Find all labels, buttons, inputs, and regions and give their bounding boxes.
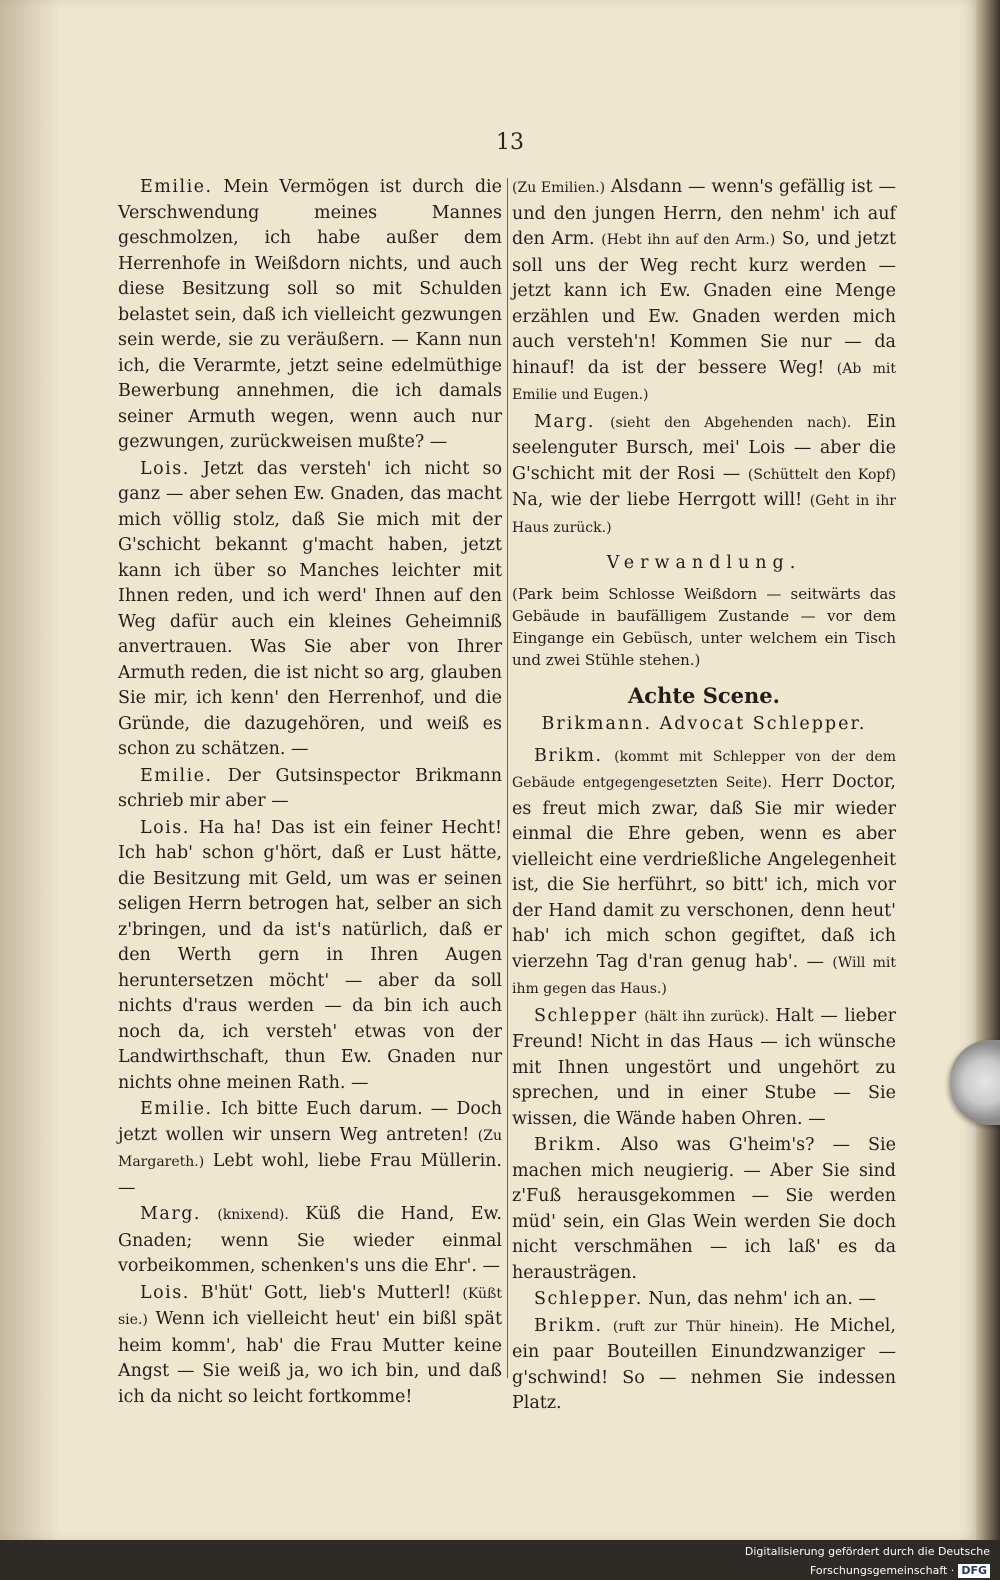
dialogue-line: [118, 1097, 502, 1201]
page-number: 13: [496, 130, 524, 155]
speaker-name: Emilie.: [140, 177, 213, 197]
right-column: [512, 175, 896, 1418]
scene-title: Achte Scene.: [628, 682, 780, 708]
left-column: [118, 175, 502, 1411]
dialogue-line: [118, 1202, 502, 1280]
dialogue-line: [512, 1314, 896, 1417]
speaker-name: Lois.: [140, 817, 190, 838]
dialogue-text: Na, wie der liebe Herrgott will!: [512, 490, 803, 510]
dialogue-line: [118, 175, 502, 456]
stage-direction: (Küßt sie.): [118, 1285, 502, 1328]
dialogue-continuation: [512, 175, 896, 409]
dialogue-text: Ha ha! Das ist ein feiner Hecht! Ich hab' schon g'hört, daß er Lust hätte, die Besitzung mit Geld, um was er seinen seligen Herrn betrogen hat, selber an sich z'bringen, und da ist's natürlich, daß er den Werth gern in Ihren Augen heruntersetzen möcht' — aber da soll nichts d'raus werden — da bin ich auch noch da, ich versteh' etwas von der Landwirthschaft, thun Ew. Gnaden nur nichts ohne meinen Rath. —: [118, 817, 502, 1093]
dialogue-text: Küß die Hand, Ew. Gnaden; wenn Sie wieder einmal vorbeikommen, schenken's uns die Ehr'. —: [118, 1204, 502, 1276]
dialogue-line: [512, 1287, 896, 1313]
stage-direction: (Will mit ihm gegen das Haus.): [512, 954, 896, 997]
funding-footer: [610, 1542, 990, 1577]
stage-direction: (Zu Emilien.): [512, 180, 606, 196]
stage-direction: (Zu Margareth.): [118, 1127, 502, 1170]
dialogue-line: [512, 744, 896, 1003]
dialogue-text: Halt — lieber Freund! Nicht in das Haus — ich wünsche mit Ihnen ungestört und ungehört zu sprechen, und in einer Stube — Sie wissen, die Wände haben Ohren. —: [512, 1005, 896, 1129]
dialogue-text: Nun, das nehm' ich an. —: [648, 1289, 876, 1309]
stage-direction: (hält ihn zurück).: [644, 1008, 769, 1025]
dialogue-line: [512, 1004, 896, 1133]
stage-direction: (Geht in ihr Haus zurück.): [512, 493, 896, 536]
scene-characters: Brikmann. Advocat Schlepper.: [541, 714, 867, 734]
dialogue-text: Herr Doctor, es freut mich zwar, daß Sie mir wieder einmal die Ehre geben, wenn es aber vielleicht eine verdrießliche Angelegenheit ist, die Sie herführt, so bitt' ich, mich vor der Hand damit zu verschonen, denn heut' hab' ich mich schon gegiftet, daß ich vierzehn Tag d'ran genug hab'. —: [512, 772, 896, 972]
transformation-heading: Verwandlung.: [606, 553, 802, 573]
stage-direction: (Hebt ihn auf den Arm.): [601, 232, 776, 248]
dialogue-text: Lebt wohl, liebe Frau Müllerin. —: [118, 1151, 502, 1198]
dialogue-text: Wenn ich vielleicht heut' ein bißl spät heim komm', hab' die Frau Mutter keine Angst — Sie weiß ja, wo ich bin, und daß ich da nicht so leicht fortkomme!: [118, 1309, 502, 1407]
stage-direction: (Schüttelt den Kopf): [747, 466, 896, 483]
dialogue-line: [118, 764, 502, 815]
dialogue-line: [118, 816, 502, 1097]
dialogue-line: [118, 1281, 502, 1411]
dialogue-text: He Michel, ein paar Bouteillen Einundzwanziger — g'schwind! So — nehmen Sie indessen Platz.: [512, 1315, 896, 1413]
stage-direction: (knixend).: [217, 1207, 289, 1223]
speaker-name: Emilie.: [140, 1099, 213, 1119]
page-edge: [976, 0, 1000, 1540]
speaker-name: Marg.: [140, 1204, 201, 1224]
dialogue-line: [118, 457, 502, 763]
dialogue-text: Also was G'heim's? — Sie machen mich neugierig. — Aber Sie sind z'Fuß herausgekommen — Sie werden müd' sein, ein Glas Wein werden Sie doch nicht verschmähen — ich laß' es da herausträgen.: [512, 1135, 896, 1283]
speaker-name: Brikm.: [534, 1135, 603, 1155]
dialogue-text: Ich bitte Euch darum. — Doch jetzt wollen wir unsern Weg antreten!: [118, 1099, 502, 1145]
dialogue-text: Alsdann — wenn's gefällig ist — und den jungen Herrn, den nehm' ich auf den Arm.: [512, 177, 896, 249]
speaker-name: Brikm.: [534, 745, 603, 766]
speaker-name: Lois.: [140, 1282, 190, 1303]
dialogue-line: [512, 1133, 896, 1286]
footer-text: Digitalisierung gefördert durch die Deutsche Forschungsgemeinschaft ·: [744, 1545, 990, 1577]
speaker-name: Schlepper.: [534, 1289, 643, 1309]
dialogue-text: Der Gutsinspector Brikmann schrieb mir aber —: [118, 765, 502, 811]
speaker-name: Emilie.: [140, 765, 213, 786]
dialogue-text: B'hüt' Gott, lieb's Mutterl!: [200, 1282, 452, 1303]
gutter-shadow: [0, 0, 60, 1540]
column-divider: [507, 178, 508, 1378]
dialogue-text: So, und jetzt soll uns der Weg recht kurz werden — jetzt kann ich Ew. Gnaden eine Menge erzählen und Ew. Gnaden werden mich auch versteh'n! Kommen Sie nur — da hinauf! da ist der bessere Weg!: [512, 229, 896, 378]
speaker-name: Lois.: [140, 458, 190, 479]
stage-direction: (kommt mit Schlepper von der dem Gebäude entgegengesetzten Seite).: [512, 748, 896, 791]
stage-direction: (sieht den Abgehenden nach).: [610, 414, 852, 431]
speaker-name: Schlepper: [534, 1005, 638, 1026]
speaker-name: Marg.: [534, 411, 595, 432]
dialogue-text: Mein Vermögen ist durch die Verschwendung meines Mannes geschmolzen, ich habe außer dem Herrenhofe in Weißdorn nichts, und auch diese Besitzung soll so mit Schulden belastet sein, daß ich vielleicht gezwungen sein werde, sie zu veräußern. — Kann nun ich, die Verarmte, jetzt seine edelmüthige Bewerbung annehmen, die ich damals seiner Armuth wegen, wenn auch nur gezwungen, zurückweisen mußte? —: [118, 177, 502, 452]
stage-direction: (Ab mit Emilie und Eugen.): [512, 360, 896, 403]
scene-setting: (Park beim Schlosse Weißdorn — seitwärts das Gebäude in baufälligem Zustande — vor dem Eingange ein Gebüsch, unter welchem ein Tisch und zwei Stühle stehen.): [512, 584, 896, 669]
dialogue-text: Jetzt das versteh' ich nicht so ganz — aber sehen Ew. Gnaden, das macht mich völlig stolz, daß Sie mich mit der G'schicht bekannt g'macht haben, jetzt kann ich über so Manches leichter mit Ihnen reden, und ich werd' Ihnen auf den Weg dafür auch ein kleines Geheimniß anvertrauen. Was Sie aber von Ihrer Armuth reden, die ist nicht so arg, glauben Sie mir, ich kenn' den Herrenhof, und die Gründe, die dazugehören, und weiß es schon zu schätzen. —: [118, 458, 502, 759]
speaker-name: Brikm.: [534, 1315, 603, 1336]
dialogue-text: Ein seelenguter Bursch, mei' Lois — aber die G'schicht mit der Rosi —: [512, 411, 896, 484]
dialogue-line: [512, 410, 896, 542]
stage-direction: (ruft zur Thür hinein).: [612, 1318, 784, 1335]
dfg-logo: DFG: [958, 1564, 990, 1578]
